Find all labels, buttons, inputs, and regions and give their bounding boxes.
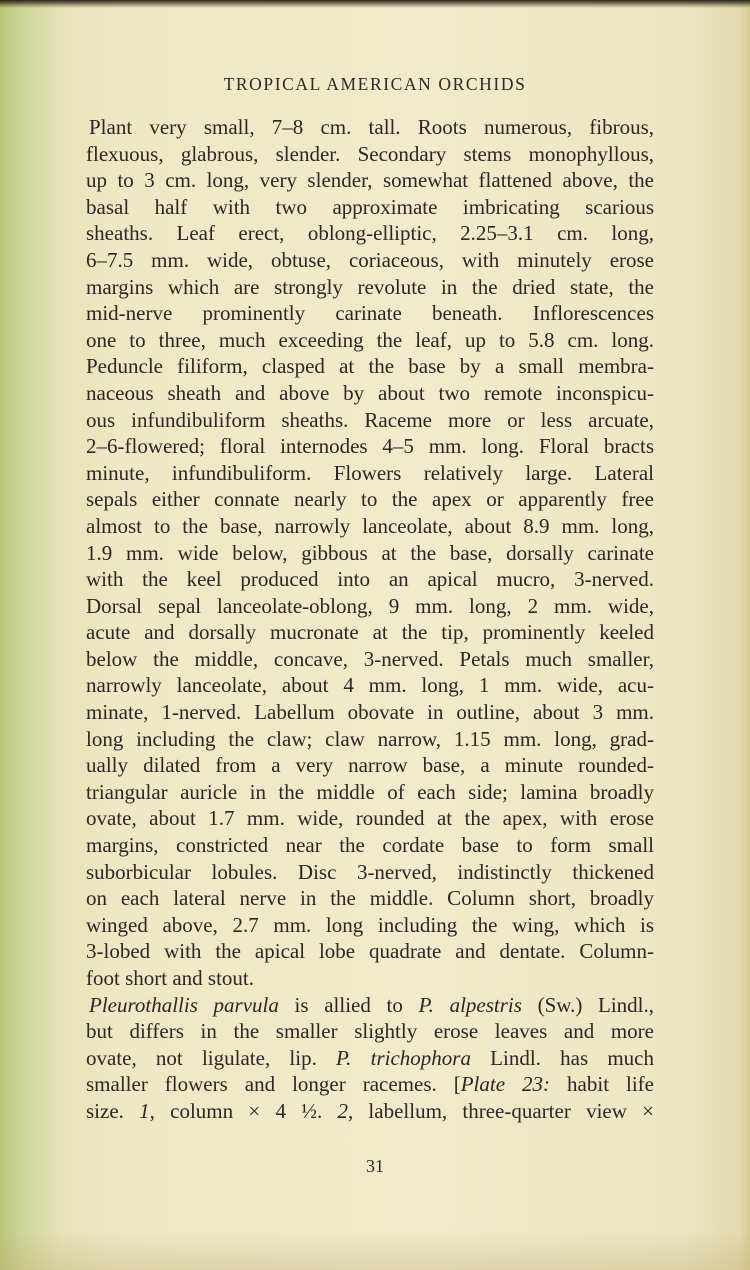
text-line: Dorsal sepal lanceolate-oblong, 9 mm. long, 2 mm. wide, [86,593,654,618]
text-line: triangular auricle in the middle of each side; lamina broadly [86,779,654,804]
running-header: TROPICAL AMERICAN ORCHIDS [223,74,527,94]
text-run: (Sw.) Lindl., [521,992,655,1017]
text-line: winged above, 2.7 mm. long including the wing, which is [86,912,654,937]
text-line [86,1098,654,1125]
text-line: naceous sheath and above by about two remote inconspicu- [86,380,654,405]
page-number: 31 [366,1156,384,1176]
text-line: 2–6-flowered; floral internodes 4–5 mm. long. Floral bracts [86,434,654,459]
discussion-paragraph [86,992,654,1125]
text-line: but differs in the smaller slightly erose leaves and more [86,1019,654,1044]
text-line [86,992,654,1019]
text-line: minute, infundibuliform. Flowers relatively large. Lateral [86,460,654,485]
text-line: margins, constricted near the cordate base to form small [86,833,654,858]
text-run: column × 4 ½. [154,1098,338,1123]
text-line: below the middle, concave, 3-nerved. Petals much smaller, [86,646,654,671]
text-line: flexuous, glabrous, slender. Secondary stems monophyllous, [86,141,654,166]
figure-number: 2, [337,1098,354,1123]
text-line: mid-nerve prominently carinate beneath. Inflorescences [86,301,654,326]
text-line: ovate, about 1.7 mm. wide, rounded at the apex, with erose [86,806,654,831]
species-name: Pleurothallis parvula [89,992,279,1017]
text-run: labellum, three-quarter view × [353,1098,654,1123]
body-text [86,114,654,1125]
text-run: habit life [550,1072,654,1097]
text-line [86,1071,654,1098]
text-line: almost to the base, narrowly lanceolate, about 8.9 mm. long, [86,513,654,538]
text-line: margins which are strongly revolute in the dried state, the [86,274,654,299]
plate-reference: Plate 23: [460,1072,551,1097]
text-line: 1.9 mm. wide below, gibbous at the base, dorsally carinate [86,540,654,565]
text-run: size. [86,1098,140,1123]
species-name: P. trichophora [336,1045,471,1070]
text-line: narrowly lanceolate, about 4 mm. long, 1 mm. wide, acu- [86,673,654,698]
text-line: basal half with two approximate imbricating scarious [86,194,654,219]
text-line: ually dilated from a very narrow base, a minute rounded- [86,753,654,778]
text-run: Lindl. has much [470,1045,654,1070]
text-line: acute and dorsally mucronate at the tip, prominently keeled [86,620,654,645]
text-line: sheaths. Leaf erect, oblong-elliptic, 2.25–3.1 cm. long, [86,221,654,246]
text-line: long including the claw; claw narrow, 1.15 mm. long, grad- [86,726,654,751]
text-line: Plant very small, 7–8 cm. tall. Roots numerous, fibrous, [89,115,654,139]
figure-number: 1, [139,1098,155,1123]
text-line: Peduncle filiform, clasped at the base by a small membra- [86,354,654,379]
text-line: minate, 1-nerved. Labellum obovate in outline, about 3 mm. [86,700,654,725]
text-line: sepals either connate nearly to the apex or apparently free [86,487,654,512]
text-line: with the keel produced into an apical mucro, 3-nerved. [86,567,654,592]
text-line: up to 3 cm. long, very slender, somewhat flattened above, the [86,168,654,193]
text-run: ovate, not ligulate, lip. [86,1045,337,1070]
text-line: foot short and stout. [86,966,254,990]
text-run: is allied to [278,992,419,1017]
species-name: P. alpestris [418,992,522,1017]
text-line: one to three, much exceeding the leaf, up to 5.8 cm. long. [86,327,654,352]
text-run: smaller flowers and longer racemes. [ [86,1072,461,1097]
description-paragraph [86,114,654,992]
text-line [86,1045,654,1072]
text-line: 3-lobed with the apical lobe quadrate and dentate. Column- [86,939,654,964]
text-line: on each lateral nerve in the middle. Column short, broadly [86,886,654,911]
text-line: ous infundibuliform sheaths. Raceme more or less arcuate, [86,407,654,432]
text-line: 6–7.5 mm. wide, obtuse, coriaceous, with minutely erose [86,247,654,272]
text-line: suborbicular lobules. Disc 3-nerved, indistinctly thickened [86,859,654,884]
